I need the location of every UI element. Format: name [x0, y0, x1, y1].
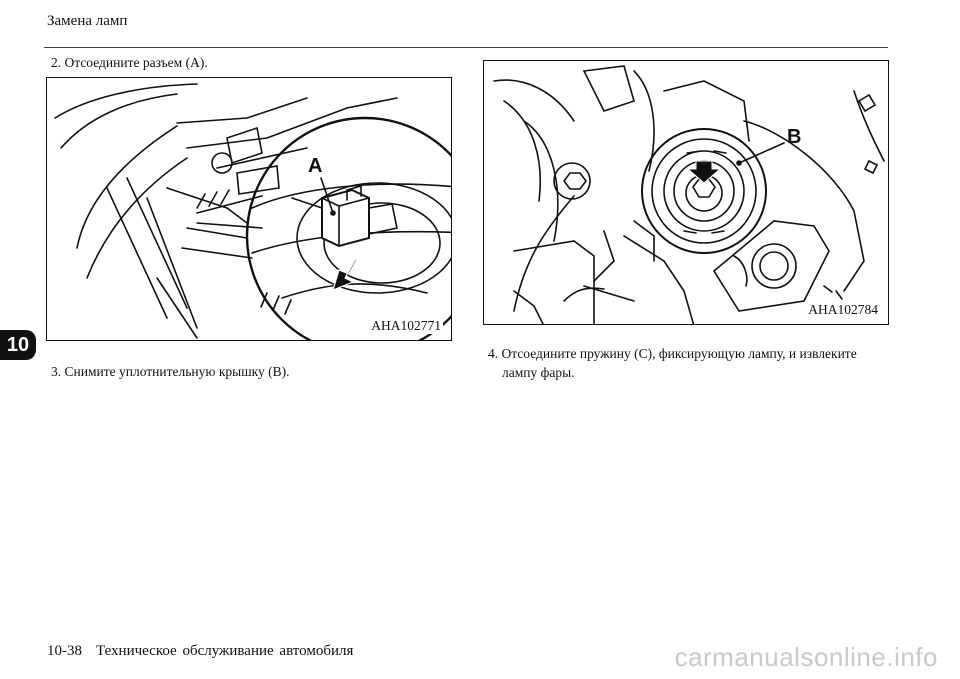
- page-number: 10-38: [47, 643, 82, 659]
- page-header-title: Замена ламп: [47, 13, 128, 29]
- chapter-tab: 10: [0, 330, 36, 360]
- header-divider: [44, 47, 888, 48]
- footer-section-title: Техническое обслуживание автомобиля: [96, 643, 354, 659]
- figure-right-code: AHA102784: [808, 302, 878, 317]
- seal-cover-illustration: [484, 61, 889, 325]
- step-3: [51, 362, 289, 381]
- step-2: [51, 53, 208, 72]
- figure-connector: [46, 77, 452, 341]
- callout-a-label: A: [308, 155, 323, 177]
- step-4-line-1: Отсоедините пружину (C), фиксирующую лампу, и извлеките: [501, 346, 857, 361]
- site-watermark: carmanualsonline.info: [674, 642, 938, 672]
- step-2-text: Отсоедините разъем (A).: [64, 55, 208, 70]
- step-4-line-2: лампу фары.: [502, 365, 575, 380]
- step-3-text: Снимите уплотнительную крышку (B).: [64, 364, 290, 379]
- step-2-number: 2.: [51, 55, 62, 70]
- figure-left-code: AHA102771: [371, 318, 441, 333]
- pull-direction-arrow-icon: [333, 256, 359, 290]
- step-4: [488, 344, 857, 382]
- step-3-number: 3.: [51, 364, 62, 379]
- step-4-number: 4.: [488, 346, 499, 361]
- connector-illustration: [47, 78, 452, 341]
- page-footer: [47, 643, 353, 660]
- figure-seal-cover: [483, 60, 889, 325]
- callout-b-label: B: [787, 126, 802, 148]
